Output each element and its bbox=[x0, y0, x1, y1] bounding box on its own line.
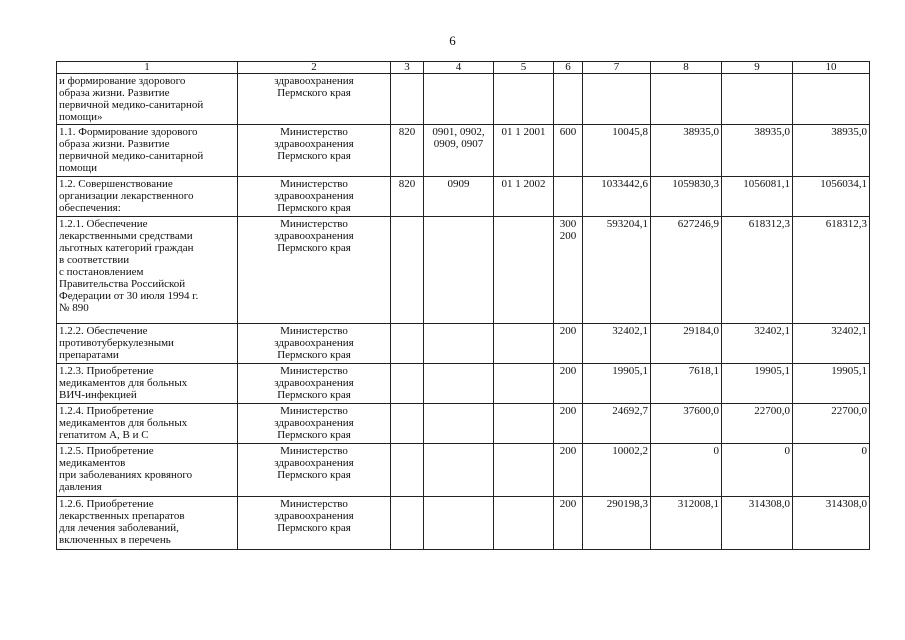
table-row bbox=[57, 497, 870, 550]
executor-cell: Министерство здравоохранения Пермского края bbox=[238, 364, 391, 404]
table-row bbox=[57, 217, 870, 324]
amount-col7-cell bbox=[583, 74, 651, 125]
target-article-cell bbox=[494, 404, 554, 444]
ministry-code-cell bbox=[391, 444, 424, 497]
amount-col7-cell: 290198,3 bbox=[583, 497, 651, 550]
expense-type-cell: 200 bbox=[554, 444, 583, 497]
ministry-code-cell bbox=[391, 364, 424, 404]
table-row bbox=[57, 177, 870, 217]
column-header: 6 bbox=[554, 62, 583, 74]
amount-col9-cell: 618312,3 bbox=[722, 217, 793, 324]
ministry-code-cell: 820 bbox=[391, 177, 424, 217]
amount-col8-cell: 29184,0 bbox=[651, 324, 722, 364]
column-header: 7 bbox=[583, 62, 651, 74]
amount-col7-cell: 24692,7 bbox=[583, 404, 651, 444]
section-code-cell bbox=[424, 364, 494, 404]
target-article-cell bbox=[494, 217, 554, 324]
column-header: 1 bbox=[57, 62, 238, 74]
amount-col10-cell: 1056034,1 bbox=[793, 177, 870, 217]
amount-col8-cell: 7618,1 bbox=[651, 364, 722, 404]
ministry-code-cell bbox=[391, 74, 424, 125]
target-article-cell bbox=[494, 364, 554, 404]
table-row bbox=[57, 125, 870, 177]
section-code-cell: 0909 bbox=[424, 177, 494, 217]
executor-cell: здравоохранения Пермского края bbox=[238, 74, 391, 125]
executor-cell: Министерство здравоохранения Пермского края bbox=[238, 217, 391, 324]
amount-col10-cell: 19905,1 bbox=[793, 364, 870, 404]
amount-col10-cell bbox=[793, 74, 870, 125]
table-row bbox=[57, 364, 870, 404]
section-code-cell bbox=[424, 324, 494, 364]
expense-type-cell: 600 bbox=[554, 125, 583, 177]
column-number-row bbox=[57, 62, 870, 74]
table-row bbox=[57, 74, 870, 125]
column-header: 5 bbox=[494, 62, 554, 74]
expense-type-cell bbox=[554, 74, 583, 125]
target-article-cell bbox=[494, 324, 554, 364]
amount-col10-cell: 0 bbox=[793, 444, 870, 497]
column-header: 10 bbox=[793, 62, 870, 74]
amount-col9-cell: 314308,0 bbox=[722, 497, 793, 550]
amount-col8-cell: 37600,0 bbox=[651, 404, 722, 444]
target-article-cell: 01 1 2002 bbox=[494, 177, 554, 217]
executor-cell: Министерство здравоохранения Пермского края bbox=[238, 404, 391, 444]
expense-type-cell: 200 bbox=[554, 404, 583, 444]
amount-col8-cell: 627246,9 bbox=[651, 217, 722, 324]
section-code-cell bbox=[424, 444, 494, 497]
expense-type-cell: 300 200 bbox=[554, 217, 583, 324]
column-header: 9 bbox=[722, 62, 793, 74]
row-name-cell: 1.2.1. Обеспечение лекарственными средствами льготных категорий граждан в соответствии с постановлением Правительства Российской Федерации от 30 июля 1994 г. № 890 bbox=[57, 217, 238, 324]
amount-col7-cell: 32402,1 bbox=[583, 324, 651, 364]
amount-col8-cell: 0 bbox=[651, 444, 722, 497]
amount-col8-cell: 38935,0 bbox=[651, 125, 722, 177]
row-name-cell: 1.2.3. Приобретение медикаментов для больных ВИЧ-инфекцией bbox=[57, 364, 238, 404]
ministry-code-cell: 820 bbox=[391, 125, 424, 177]
amount-col8-cell: 1059830,3 bbox=[651, 177, 722, 217]
amount-col8-cell bbox=[651, 74, 722, 125]
ministry-code-cell bbox=[391, 404, 424, 444]
ministry-code-cell bbox=[391, 497, 424, 550]
amount-col7-cell: 19905,1 bbox=[583, 364, 651, 404]
amount-col10-cell: 618312,3 bbox=[793, 217, 870, 324]
section-code-cell: 0901, 0902, 0909, 0907 bbox=[424, 125, 494, 177]
budget-table bbox=[56, 61, 870, 550]
target-article-cell bbox=[494, 74, 554, 125]
ministry-code-cell bbox=[391, 217, 424, 324]
amount-col10-cell: 32402,1 bbox=[793, 324, 870, 364]
ministry-code-cell bbox=[391, 324, 424, 364]
amount-col9-cell: 19905,1 bbox=[722, 364, 793, 404]
row-name-cell: 1.2.2. Обеспечение противотуберкулезными препаратами bbox=[57, 324, 238, 364]
page-number: 6 bbox=[449, 33, 456, 48]
target-article-cell: 01 1 2001 bbox=[494, 125, 554, 177]
amount-col7-cell: 10045,8 bbox=[583, 125, 651, 177]
amount-col7-cell: 1033442,6 bbox=[583, 177, 651, 217]
section-code-cell bbox=[424, 497, 494, 550]
expense-type-cell: 200 bbox=[554, 497, 583, 550]
amount-col7-cell: 10002,2 bbox=[583, 444, 651, 497]
table-row bbox=[57, 404, 870, 444]
column-header: 2 bbox=[238, 62, 391, 74]
row-name-cell: 1.2.6. Приобретение лекарственных препаратов для лечения заболеваний, включенных в перечень bbox=[57, 497, 238, 550]
target-article-cell bbox=[494, 444, 554, 497]
expense-type-cell: 200 bbox=[554, 364, 583, 404]
amount-col8-cell: 312008,1 bbox=[651, 497, 722, 550]
column-header: 4 bbox=[424, 62, 494, 74]
amount-col10-cell: 314308,0 bbox=[793, 497, 870, 550]
table-row bbox=[57, 444, 870, 497]
executor-cell: Министерство здравоохранения Пермского края bbox=[238, 177, 391, 217]
executor-cell: Министерство здравоохранения Пермского края bbox=[238, 444, 391, 497]
column-header: 8 bbox=[651, 62, 722, 74]
row-name-cell: 1.2.5. Приобретение медикаментов при заболеваниях кровяного давления bbox=[57, 444, 238, 497]
amount-col9-cell: 32402,1 bbox=[722, 324, 793, 364]
row-name-cell: 1.2.4. Приобретение медикаментов для больных гепатитом А, В и С bbox=[57, 404, 238, 444]
amount-col10-cell: 38935,0 bbox=[793, 125, 870, 177]
amount-col9-cell: 22700,0 bbox=[722, 404, 793, 444]
row-name-cell: 1.1. Формирование здорового образа жизни. Развитие первичной медико-санитарной помощи bbox=[57, 125, 238, 177]
amount-col9-cell: 38935,0 bbox=[722, 125, 793, 177]
executor-cell: Министерство здравоохранения Пермского края bbox=[238, 497, 391, 550]
section-code-cell bbox=[424, 404, 494, 444]
amount-col9-cell: 1056081,1 bbox=[722, 177, 793, 217]
row-name-cell: и формирование здорового образа жизни. Развитие первичной медико-санитарной помощи» bbox=[57, 74, 238, 125]
amount-col7-cell: 593204,1 bbox=[583, 217, 651, 324]
amount-col10-cell: 22700,0 bbox=[793, 404, 870, 444]
section-code-cell bbox=[424, 217, 494, 324]
column-header: 3 bbox=[391, 62, 424, 74]
executor-cell: Министерство здравоохранения Пермского края bbox=[238, 324, 391, 364]
amount-col9-cell bbox=[722, 74, 793, 125]
amount-col9-cell: 0 bbox=[722, 444, 793, 497]
expense-type-cell: 200 bbox=[554, 324, 583, 364]
target-article-cell bbox=[494, 497, 554, 550]
expense-type-cell bbox=[554, 177, 583, 217]
table-row bbox=[57, 324, 870, 364]
executor-cell: Министерство здравоохранения Пермского края bbox=[238, 125, 391, 177]
row-name-cell: 1.2. Совершенствование организации лекарственного обеспечения: bbox=[57, 177, 238, 217]
section-code-cell bbox=[424, 74, 494, 125]
